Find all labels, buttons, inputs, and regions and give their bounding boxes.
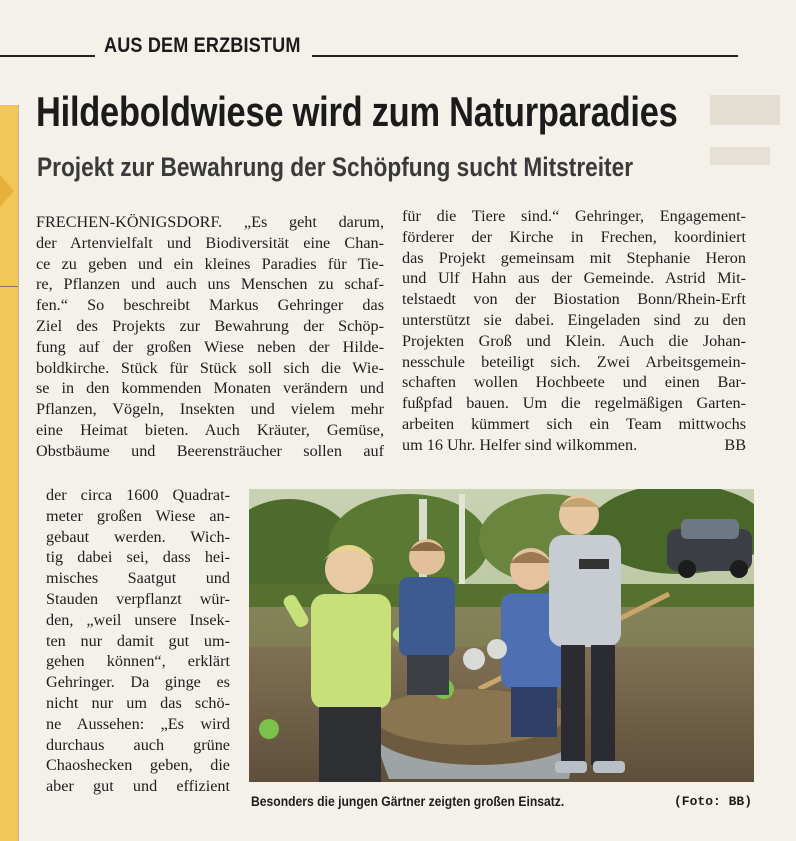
margin-rule bbox=[0, 286, 18, 287]
text-line: das Projekt gemeinsam mit Stephanie Heron bbox=[402, 248, 746, 267]
text-line: der circa 1600 Quadrat- bbox=[46, 486, 230, 504]
text-line: tig dabei sei, dass hei- bbox=[46, 548, 230, 567]
text-line: Projekten Groß und Klein. Auch die Johan- bbox=[402, 331, 746, 350]
photo-illustration bbox=[249, 489, 754, 782]
text-line-last bbox=[402, 435, 746, 456]
yellow-margin-strip bbox=[0, 105, 18, 841]
text-line: boldkirche. Stück für Stück soll sich die Wie- bbox=[36, 358, 384, 377]
article-subtitle: Projekt zur Bewahrung der Schöpfung sucht Mitstreiter bbox=[37, 152, 634, 182]
photo-caption bbox=[251, 794, 752, 814]
section-label: AUS DEM ERZBISTUM bbox=[104, 34, 301, 57]
text-line: der Artenvielfalt und Biodiversität eine Chan- bbox=[36, 233, 384, 252]
section-header bbox=[0, 30, 796, 60]
text-line: Ziel des Projekts zur Bewahrung der Schöp- bbox=[36, 316, 384, 335]
text-line: für die Tiere sind.“ Gehringer, Engagement- bbox=[402, 207, 746, 225]
text-line: nesschule beteiligt sich. Zwei Arbeitsgemein- bbox=[402, 352, 746, 371]
bleed-through-shapes bbox=[706, 85, 796, 205]
text-line: förderer der Kirche in Frechen, koordiniert bbox=[402, 227, 746, 246]
text-line: nicht nur um das schö- bbox=[46, 693, 230, 712]
article-photo bbox=[249, 489, 754, 782]
column-divider bbox=[18, 105, 19, 841]
text-line: FRECHEN-KÖNIGSDORF. „Es geht darum, bbox=[36, 213, 384, 231]
article-headline: Hildeboldwiese wird zum Naturparadies bbox=[36, 88, 678, 135]
text-line: Obstbäume und Beerensträucher sollen auf bbox=[36, 441, 384, 460]
text-line: re, Pflanzen und auch uns Menschen zu schaf- bbox=[36, 275, 384, 294]
section-rule-right bbox=[312, 55, 738, 57]
text-line: eine Heimat bieten. Auch Kräuter, Gemüse, bbox=[36, 420, 384, 439]
text-line: ne Aussehen: „Es wird bbox=[46, 714, 230, 733]
article-column-2 bbox=[402, 206, 746, 456]
text-line: durchaus auch grüne bbox=[46, 735, 230, 754]
caption-text: Besonders die jungen Gärtner zeigten großen Einsatz. bbox=[251, 794, 565, 809]
text-line: Stauden verpflanzt wür- bbox=[46, 589, 230, 608]
text-line: fußpfad bauen. Um die regelmäßigen Garten- bbox=[402, 394, 746, 413]
article-column-1 bbox=[36, 212, 384, 462]
arrow-notch-icon bbox=[0, 175, 14, 207]
text-line: schaften wollen Hochbeete und einen Bar- bbox=[402, 373, 746, 392]
text-line: aber gut und effizient bbox=[46, 777, 230, 796]
text-line-end: um 16 Uhr. Helfer sind wilkommen. bbox=[402, 435, 638, 454]
text-line: unterstützt sie dabei. Eingeladen sind zu den bbox=[402, 310, 746, 329]
text-line: arbeiten kümmert sich ein Team mittwochs bbox=[402, 414, 746, 433]
bleed-through-text bbox=[706, 85, 796, 205]
text-line: den, „weil unsere Insek- bbox=[46, 610, 230, 629]
text-line: fen.“ So beschreibt Markus Gehringer das bbox=[36, 296, 384, 315]
text-line: misches Saatgut und bbox=[46, 569, 230, 588]
text-line: meter großen Wiese an- bbox=[46, 506, 230, 525]
text-line: se in den kommenden Monaten verändern und bbox=[36, 379, 384, 398]
text-line: gebaut werden. Wich- bbox=[46, 527, 230, 546]
text-line: Chaoshecken geben, die bbox=[46, 756, 230, 775]
text-line: gehen können“, erklärt bbox=[46, 652, 230, 671]
photo-credit: (Foto: BB) bbox=[673, 794, 752, 809]
text-line: telstaedt von der Biostation Bonn/Rhein-Erft bbox=[402, 290, 746, 309]
text-line: fung auf der großen Wiese neben der Hilde- bbox=[36, 337, 384, 356]
article-column-3 bbox=[46, 485, 230, 797]
text-line: Gehringer. Da ginge es bbox=[46, 673, 230, 692]
text-line: Pflanzen, Vögeln, Insekten und vielem mehr bbox=[36, 400, 384, 419]
text-line: ten nur damit gut um- bbox=[46, 631, 230, 650]
text-line: und Ulf Hahn aus der Gemeinde. Astrid Mit- bbox=[402, 269, 746, 288]
author-initials: BB bbox=[724, 435, 746, 454]
section-rule-left bbox=[0, 55, 95, 57]
text-line: ce zu geben und ein kleines Paradies für Tie- bbox=[36, 254, 384, 273]
